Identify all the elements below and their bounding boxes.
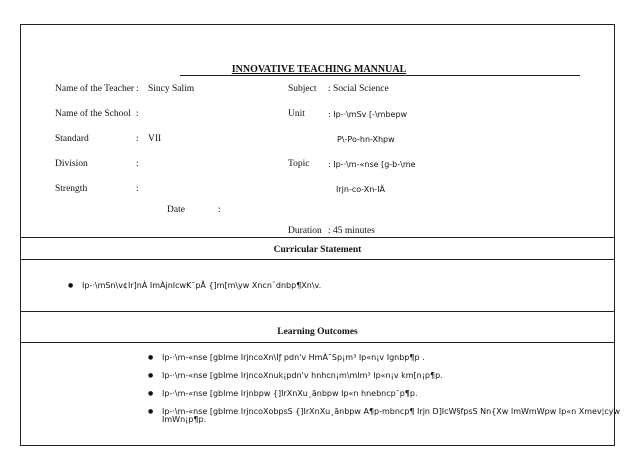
title-underline [180,75,580,76]
teacher-colon: : [136,84,139,94]
curricular-heading: Curricular Statement [273,245,362,255]
division-colon: : [136,159,139,169]
strength-label: Strength [55,184,88,194]
learning-outcome-item: ● Ip-·\m-«nse [gbIme IrjncoXobpsS {]IrXnXu¸ãnbpw A¶p-mbncp¶ Irjn D]IcW§fpsS Nn{Xw ImWmWpw Ip«n Xmev¦cyw ImWn¡p¶p. [162,408,638,424]
teacher-value: Sincy Salim [148,84,195,94]
standard-label: Standard [55,134,89,144]
curricular-statement: ● Ip-·\mSn\v¢Ir]nÀ ImÀjnIcwK¯pÅ {]m[m\yw Xncn¨dnbp¶Xn\v. [82,282,321,290]
topic-value: : Ip-·\m-«nse [g-b-\me [328,160,416,169]
teacher-label: Name of the Teacher [55,84,135,94]
strength-colon: : [136,184,139,194]
document-title: INNOVATIVE TEACHING MANNUAL [231,64,407,75]
duration-label: Duration [288,226,322,236]
division-label: Division [55,159,88,169]
subject-label: Subject [288,84,317,94]
unit-subtitle: P\-Po-hn-Xhpw [337,135,395,144]
date-label: Date [167,205,185,215]
date-colon: : [218,205,221,215]
learning-outcome-item: ● Ip-·\m-«nse [gbIme IrjncoXnuk¡pdn'v hnhcn¡m\mIm³ Ip«n¡v km[n¡p¶p. [162,372,443,380]
divider-curricular-top [20,237,615,238]
duration-value: : 45 minutes [328,226,375,236]
divider-learning-top [20,311,615,312]
school-colon: : [136,109,139,119]
subject-value: : Social Science [328,84,389,94]
unit-value: : Ip-·\mSv [-\mbepw [328,110,408,119]
divider-curricular-bottom [20,259,615,260]
topic-label: Topic [288,159,310,169]
learning-outcome-item: ● Ip-·\m-«nse [gbIme IrjncoXn\Iƒ pdn'v HmÀ¯Sp¡m³ Ip«n¡v Ignbp¶p . [162,354,425,362]
unit-label: Unit [288,109,305,119]
learning-outcome-item: ● Ip-·\m-«nse [gbIme Irjnbpw {]IrXnXu¸ãnbpw Ip«n hnebncp¯p¶p. [162,390,418,398]
divider-learning-bottom [20,342,615,343]
school-label: Name of the School [55,109,131,119]
standard-value: VII [148,134,162,144]
standard-colon: : [136,134,139,144]
strength-ml-value: Irjn-co-Xn-IÄ [336,185,386,194]
learning-heading: Learning Outcomes [277,327,358,337]
